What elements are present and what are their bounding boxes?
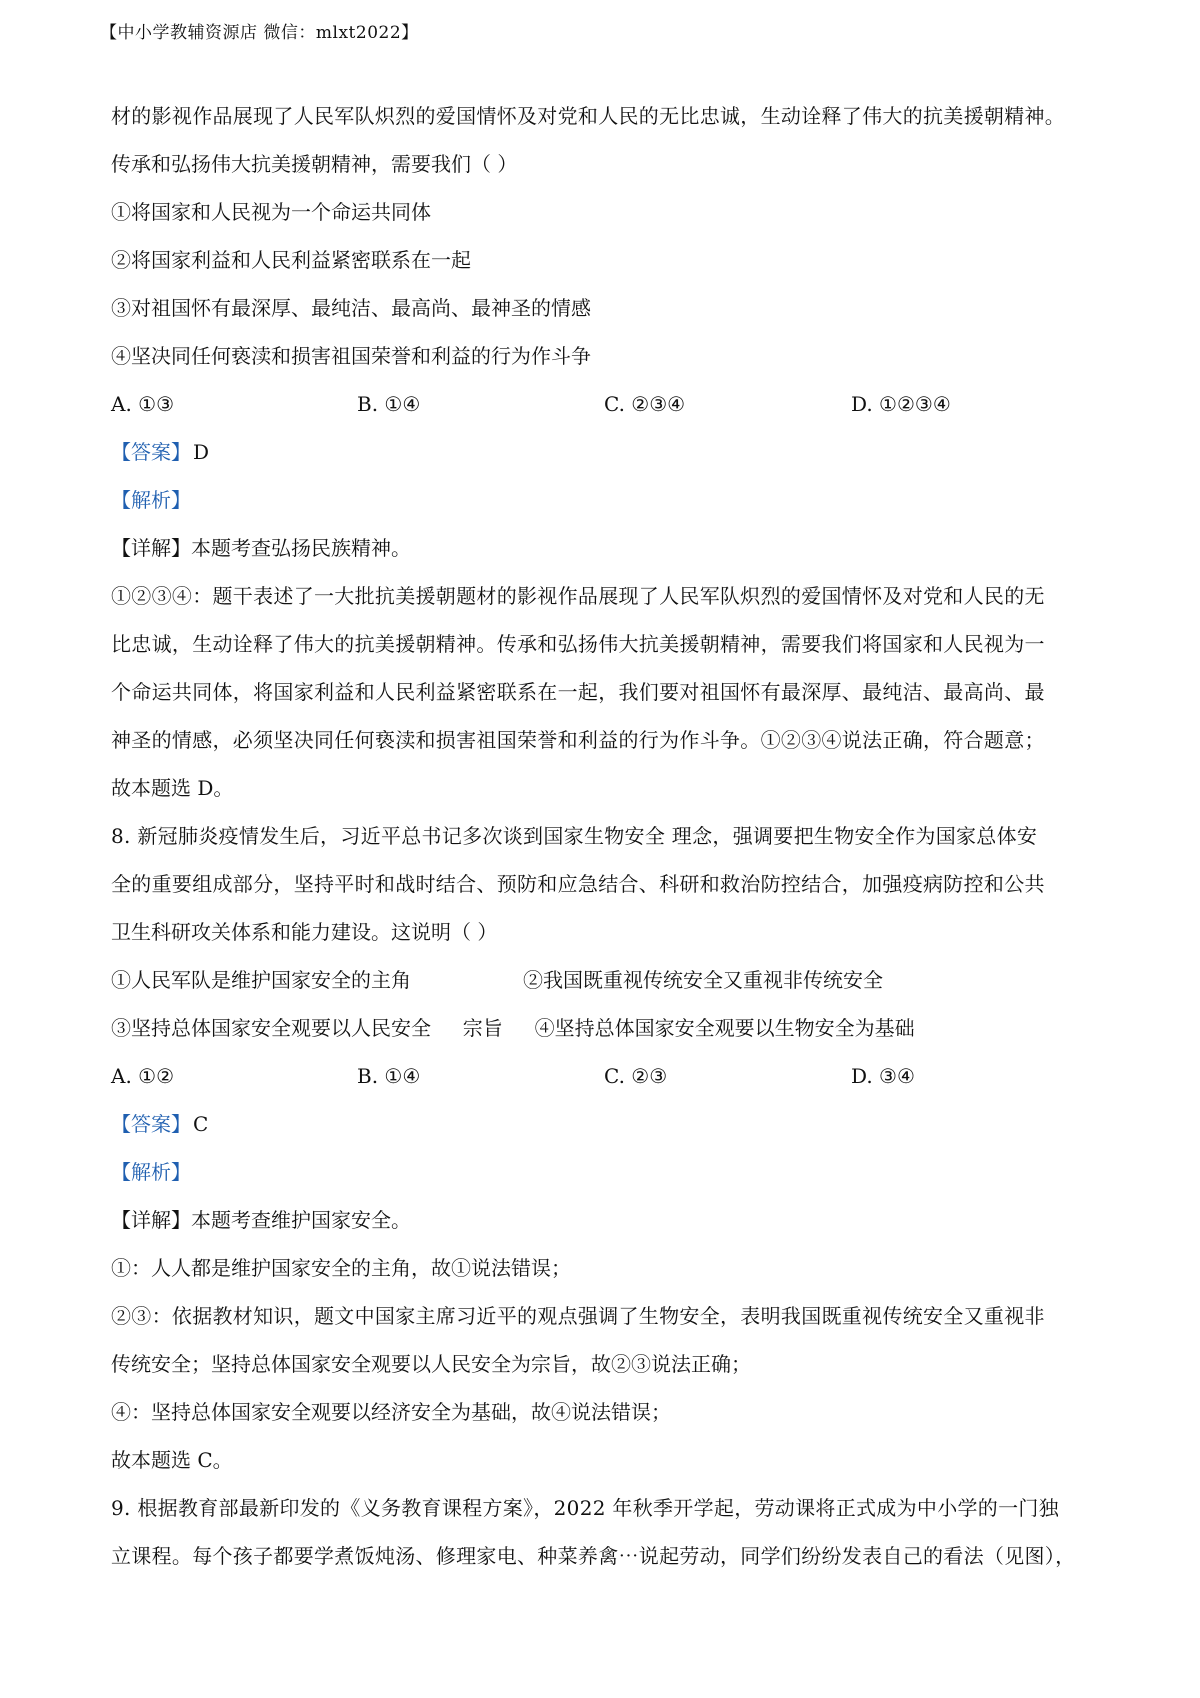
q8-option-b: B. ①④ [357, 1064, 421, 1088]
q8-items-row: ③坚持总体国家安全观要以人民安全 宗旨 ④坚持总体国家安全观要以生物安全为基础 [111, 1016, 915, 1040]
q7-detail-line: 故本题选 D。 [111, 776, 234, 800]
q8-option-a: A. ①② [111, 1064, 175, 1088]
q8-detail-line: 故本题选 C。 [111, 1448, 233, 1472]
answer-label: 【答案】 [111, 1112, 191, 1136]
q7-answer [111, 428, 1101, 476]
q8-stem-line: 8. 新冠肺炎疫情发生后，习近平总书记多次谈到国家生物安全 理念，强调要把生物安全作为国家总体安 [111, 824, 1038, 848]
q7-options [111, 380, 1101, 428]
q8-item: ①人民军队是维护国家安全的主角 [111, 968, 411, 992]
answer-value: C [193, 1112, 209, 1136]
answer-label: 【答案】 [111, 440, 191, 464]
q9-stem-line: 立课程。每个孩子都要学煮饭炖汤、修理家电、种菜养禽⋯说起劳动，同学们纷纷发表自己的看法（见图）， [111, 1544, 1076, 1568]
q8-detail-line: ④：坚持总体国家安全观要以经济安全为基础，故④说法错误； [111, 1400, 671, 1424]
q8-options [111, 1052, 1101, 1100]
q8-option-d: D. ③④ [851, 1064, 915, 1088]
q8-detail-line: ①：人人都是维护国家安全的主角，故①说法错误； [111, 1256, 571, 1280]
q7-option-a: A. ①③ [111, 392, 175, 416]
q7-stem-line: 材的影视作品展现了人民军队炽烈的爱国情怀及对党和人民的无比忠诚，生动诠释了伟大的抗美援朝精神。 [111, 104, 1066, 128]
q7-analysis-label: 【解析】 [111, 488, 191, 512]
q8-detail-line: ②③：依据教材知识，题文中国家主席习近平的观点强调了生物安全，表明我国既重视传统安全又重视非 [111, 1304, 1045, 1328]
q7-item: ②将国家利益和人民利益紧密联系在一起 [111, 248, 471, 272]
q8-stem-line: 全的重要组成部分，坚持平时和战时结合、预防和应急结合、科研和救治防控结合，加强疫病防控和公共 [111, 872, 1045, 896]
q7-stem-line: 传承和弘扬伟大抗美援朝精神，需要我们（ ） [111, 152, 518, 176]
q7-option-d: D. ①②③④ [851, 392, 951, 416]
q8-answer [111, 1100, 1101, 1148]
q9-stem-line: 9. 根据教育部最新印发的《义务教育课程方案》，2022 年秋季开学起，劳动课将正式成为中小学的一门独 [111, 1496, 1059, 1520]
q7-detail-line: 神圣的情感，必须坚决同任何亵渎和损害祖国荣誉和利益的行为作斗争。①②③④说法正确，符合题意； [111, 728, 1045, 752]
q7-item: ①将国家和人民视为一个命运共同体 [111, 200, 431, 224]
q7-item: ③对祖国怀有最深厚、最纯洁、最高尚、最神圣的情感 [111, 296, 591, 320]
q7-detail-line: 【详解】本题考查弘扬民族精神。 [111, 536, 411, 560]
q7-item: ④坚决同任何亵渎和损害祖国荣誉和利益的行为作斗争 [111, 344, 591, 368]
q8-item: ②我国既重视传统安全又重视非传统安全 [523, 968, 883, 992]
q8-detail-line: 【详解】本题考查维护国家安全。 [111, 1208, 411, 1232]
q7-detail-line: 比忠诚，生动诠释了伟大的抗美援朝精神。传承和弘扬伟大抗美援朝精神，需要我们将国家和人民视为一 [111, 632, 1045, 656]
q7-option-b: B. ①④ [357, 392, 421, 416]
q7-option-c: C. ②③④ [604, 392, 686, 416]
q8-option-c: C. ②③ [604, 1064, 668, 1088]
q7-detail-line: ①②③④：题干表述了一大批抗美援朝题材的影视作品展现了人民军队炽烈的爱国情怀及对党和人民的无 [111, 584, 1045, 608]
q8-items-row [111, 956, 1101, 1004]
q8-stem-line: 卫生科研攻关体系和能力建设。这说明（ ） [111, 920, 498, 944]
document-body [111, 92, 1101, 1580]
page-header: 【中小学教辅资源店 微信：mlxt2022】 [100, 23, 419, 43]
q8-detail-line: 传统安全；坚持总体国家安全观要以人民安全为宗旨，故②③说法正确； [111, 1352, 751, 1376]
answer-value: D [193, 440, 210, 464]
q8-analysis-label: 【解析】 [111, 1160, 191, 1184]
q7-detail-line: 个命运共同体，将国家利益和人民利益紧密联系在一起，我们要对祖国怀有最深厚、最纯洁、最高尚、最 [111, 680, 1045, 704]
